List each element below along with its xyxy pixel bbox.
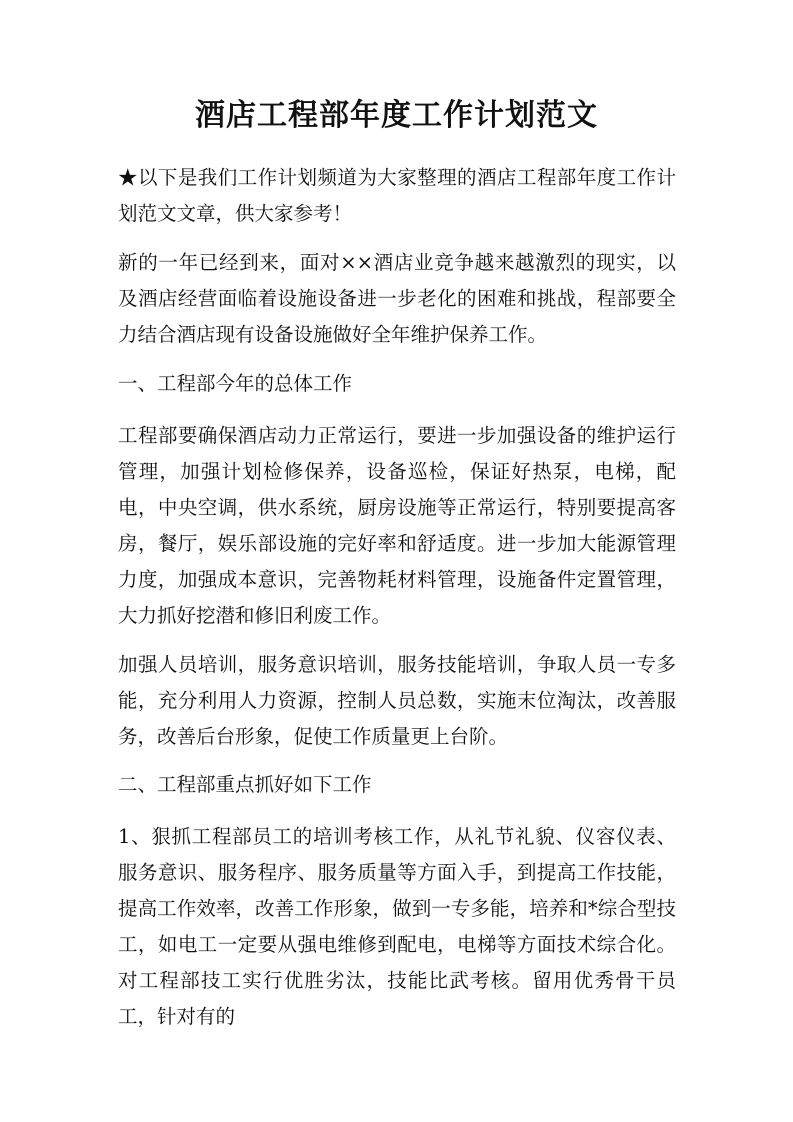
section-1-heading: 一、工程部今年的总体工作 bbox=[118, 372, 353, 395]
intro-paragraph: ★以下是我们工作计划频道为大家整理的酒店工程部年度工作计划范文文章，供大家参考！ bbox=[118, 166, 676, 225]
opening-paragraph: 新的一年已经到来，面对××酒店业竞争越来越激烈的现实，以及酒店经营面临着设施设备进一步老化的困难和挑战，程部要全力结合酒店现有设备设施做好全年维护保养工作。 bbox=[118, 251, 676, 346]
section-2-paragraph-1: 1、狠抓工程部员工的培训考核工作，从礼节礼貌、仪容仪表、服务意识、服务程序、服务质量等方面入手，到提高工作技能，提高工作效率，改善工作形象，做到一专多能，培养和*综合型技工，如电工一定要从强电维修到配电，电梯等方面技术综合化。对工程部技工实行优胜劣汰，技能比武考核。留用优秀骨干员工，针对有的 bbox=[118, 825, 676, 1028]
section-1-paragraph-1: 工程部要确保酒店动力正常运行，要进一步加强设备的维护运行管理，加强计划检修保养，设备巡检，保证好热泵，电梯，配电，中央空调，供水系统，厨房设施等正常运行，特别要提高客房，餐厅，娱乐部设施的完好率和舒适度。进一步加大能源管理力度，加强成本意识，完善物耗材料管理，设施备件定置管理，大力抓好挖潜和修旧利废工作。 bbox=[118, 424, 676, 627]
section-1-paragraph-2: 加强人员培训，服务意识培训，服务技能培训，争取人员一专多能，充分利用人力资源，控制人员总数，实施末位淘汰，改善服务，改善后台形象，促使工作质量更上台阶。 bbox=[118, 653, 676, 748]
document-title: 酒店工程部年度工作计划范文 bbox=[195, 98, 598, 133]
section-2-heading: 二、工程部重点抓好如下工作 bbox=[118, 773, 372, 796]
